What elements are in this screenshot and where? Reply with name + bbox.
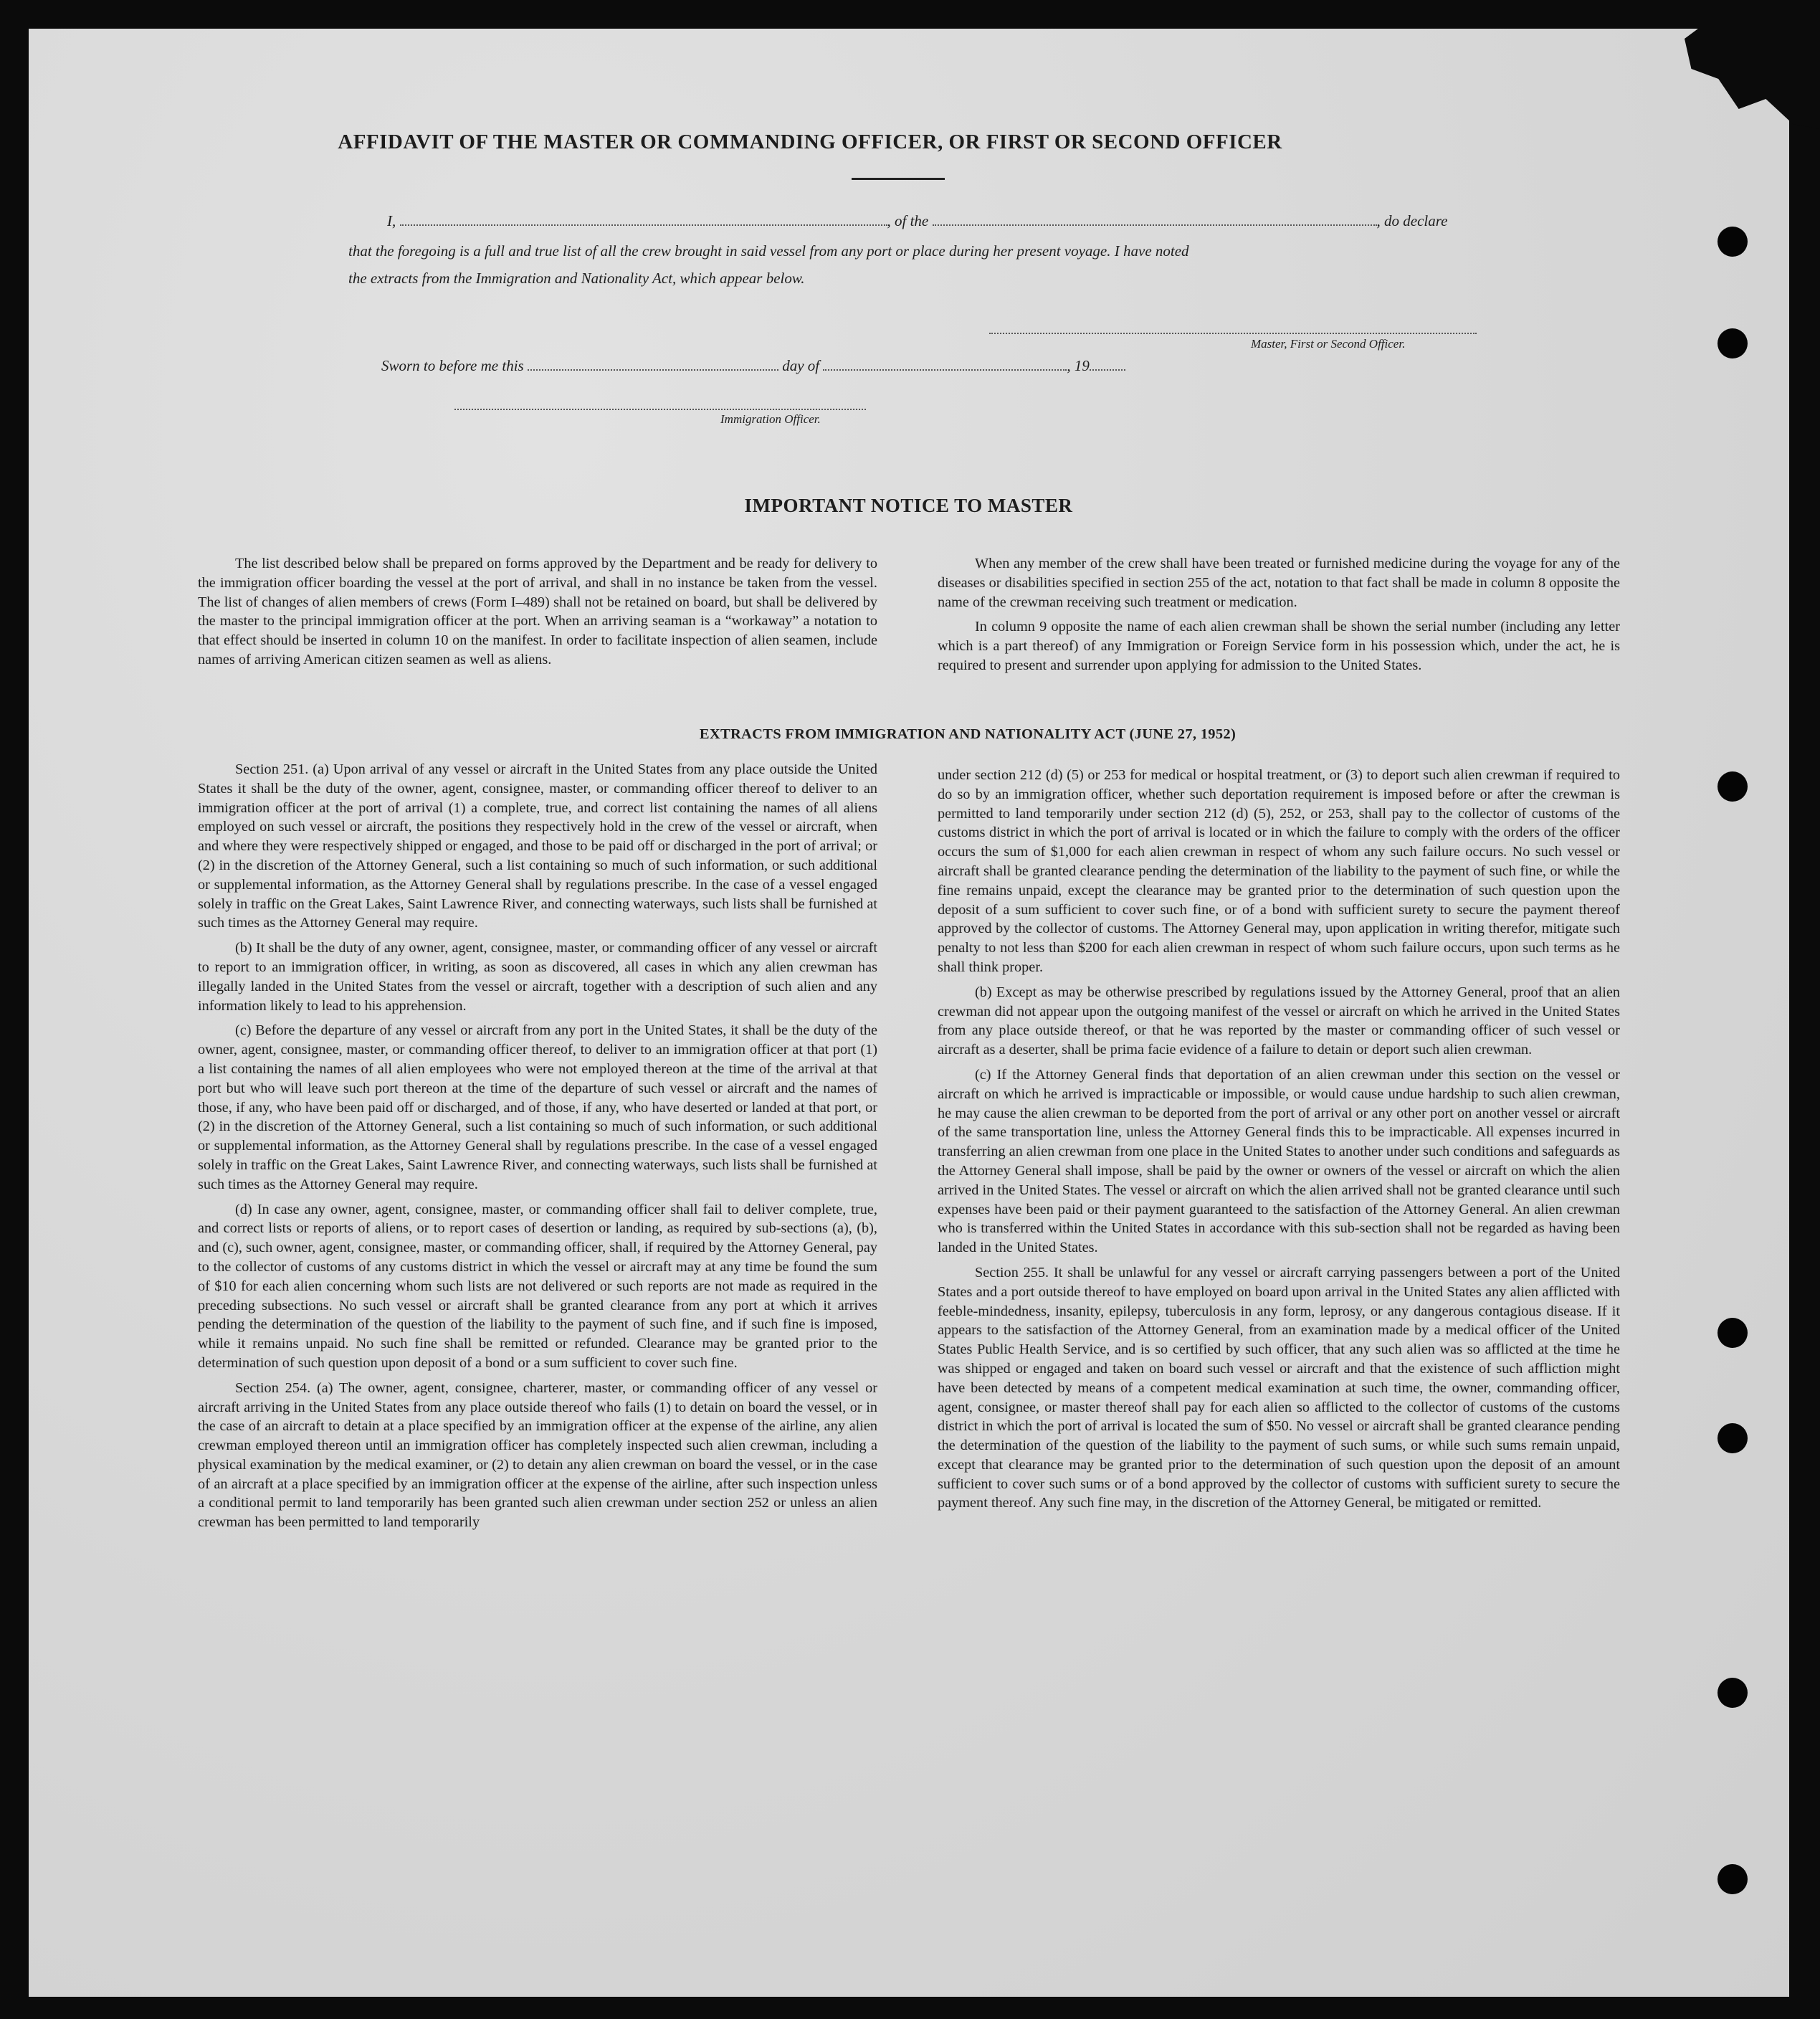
declaration-line-3: the extracts from the Immigration and Nationality Act, which appear below. xyxy=(348,270,805,287)
name-blank[interactable] xyxy=(400,214,887,226)
punch-hole xyxy=(1717,1678,1748,1708)
punch-hole xyxy=(1717,771,1748,802)
section-251c: (c) Before the departure of any vessel or aircraft from any port in the United States, it shall be the duty of the owner, agent, consignee, master, or commanding officer thereof, to deliver to an immigration officer at that port (1) a list containing the names of all alien employees who were not employed thereon at the time of the arrival at that port but who will leave such port thereon at the time of the departure of such vessel or aircraft and the names of those, if any, who have been paid off or discharged, and of those, if any, who have deserted or landed at that port, or (2) in the discretion of the Attorney General, such a list containing so much of such information, or such additional or supplemental information, as the Attorney General shall by regulations prescribe. In the case of a vessel engaged solely in traffic on the Great Lakes, Saint Lawrence River, and connecting waterways, such lists shall be furnished at such times as the Attorney General may require. xyxy=(198,1022,877,1192)
extracts-title: EXTRACTS FROM IMMIGRATION AND NATIONALITY ACT (JUNE 27, 1952) xyxy=(699,726,1237,742)
officer-label: Immigration Officer. xyxy=(720,412,821,426)
sworn-line xyxy=(381,357,1125,375)
section-254c: (c) If the Attorney General finds that deportation of an alien crewman under this section on the vessel or aircraft on which he arrived is impracticable or impossible, or would cause undue hardship to such alien crewman, he may cause the alien crewman to be deported from the port of arrival or any other port on another vessel or aircraft of the same transportation line, unless the Attorney General finds this to be impracticable. All expenses incurred in transferring an alien crewman from one place in the United States to another under such conditions and safeguards as the Attorney General shall impose, shall be paid by the owner or owners of the vessel or aircraft on which the alien arrived in the United States. The vessel or aircraft on which the alien arrived shall not be granted clearance until such expenses have been paid or their payment guaranteed to the satisfaction of the Attorney General. An alien crewman who is transferred within the United States in accordance with this sub-section shall not be regarded as having been landed in the United States. xyxy=(938,1066,1620,1256)
officer-signature-line[interactable] xyxy=(454,409,866,410)
declaration-line-2: that the foregoing is a full and true list of all the crew brought in said vessel from any port or place during her present voyage. I have noted xyxy=(348,242,1189,260)
section-251a: Section 251. (a) Upon arrival of any vessel or aircraft in the United States from any place outside the United States it shall be the duty of the owner, agent, consignee, master, or commanding officer thereof to deliver to an immigration officer at the port of arrival (1) a complete, true, and correct list containing the names of all aliens employed on such vessel or aircraft, the positions they respectively hold in the crew of the vessel or aircraft, when and where they were respectively shipped or engaged, and those to be paid off or discharged in the port of arrival; or (2) in the discretion of the Attorney General, such a list containing so much of such information, or such additional or supplemental information, as the Attorney General shall by regulations prescribe. In the case of a vessel engaged solely in traffic on the Great Lakes, Saint Lawrence River, and connecting waterways, such lists shall be furnished at such times as the Attorney General may require. xyxy=(198,761,877,931)
decl-of-the: , of the xyxy=(887,212,929,229)
declaration-line-1 xyxy=(387,212,1447,230)
title-underline xyxy=(852,178,945,180)
notice-title: IMPORTANT NOTICE TO MASTER xyxy=(744,495,1073,516)
notice-right-column xyxy=(938,554,1620,681)
punch-hole xyxy=(1717,328,1748,358)
day-of-text: day of xyxy=(782,357,820,374)
sworn-year-blank[interactable] xyxy=(1090,359,1125,371)
section-254a-continued: under section 212 (d) (5) or 253 for medical or hospital treatment, or (3) to deport such alien crewman if required to do so by an immigration officer, whether such deportation requirement is imposed before or after the crewman is permitted to land temporarily under section 212 (d) (5), 252, or 253, shall pay to the collector of customs of the customs district in which the port of arrival is located or in which the failure to comply with the orders of the officer occurs the sum of $1,000 for each alien crewman in respect of whom any such failure occurs. No such vessel or aircraft shall be granted clearance pending the determination of the liability to the payment of such fine, or while the fine remains unpaid, except the clearance may be granted prior to the determination of such question upon the deposit of a sum sufficient to cover such fine, or of a bond with sufficient surety to secure the payment thereof approved by the collector of customs. The Attorney General may, upon application in writing therefor, mitigate such penalty to not less than $200 for each alien crewman in respect of whom such failure occurs, upon such terms as he shall think proper. xyxy=(938,767,1620,975)
section-254b: (b) Except as may be otherwise prescribed by regulations issued by the Attorney General, proof that an alien crewman did not appear upon the outgoing manifest of the vessel or aircraft on which he arrived in the United States from any place outside thereof, or that he was reported by the master or commanding officer of such vessel or aircraft as a deserter, shall be prima facie evidence of a failure to detain or deport such alien crewman. xyxy=(938,984,1620,1058)
year-prefix: , 19 xyxy=(1067,357,1090,374)
punch-hole xyxy=(1717,227,1748,257)
extracts-left-column xyxy=(198,760,877,1538)
notice-right-paragraph-2: In column 9 opposite the name of each alien crewman shall be shown the serial number (including any letter which is a part thereof) of any Immigration or Foreign Service form in his possession which, under the act, he is required to present and surrender upon applying for admission to the United States. xyxy=(938,619,1620,673)
section-255: Section 255. It shall be unlawful for any vessel or aircraft carrying passengers between a port of the United States and a port outside thereof to have employed on board upon arrival in the United States any alien afflicted with feeble-mindedness, insanity, epilepsy, tuberculosis in any form, leprosy, or any dangerous contagious disease. If it appears to the satisfaction of the Attorney General, from an examination made by a medical officer of the United States Public Health Service, and is so certified by such officer, that any such alien was so afflicted at the time he was shipped or engaged and taken on board such vessel or aircraft and that the existence of such affliction might have been detected by means of a competent medical examination at such time, the owner, commanding officer, agent, consignee, or master thereof shall pay for each alien so afflicted to the collector of customs of the customs district in which the port of arrival is located the sum of $50. No vessel or aircraft shall be granted clearance pending the determination of the question of the liability to the payment of such sums, or while such sums remain unpaid, except that clearance may be granted prior to the determination of such question upon the deposit of an amount sufficient to cover such sums or of a bond approved by the collector of customs with sufficient surety to secure the payment thereof. Any such fine may, in the discretion of the Attorney General, be mitigated or remitted. xyxy=(938,1264,1620,1511)
section-254a: Section 254. (a) The owner, agent, consignee, charterer, master, or commanding officer of any vessel or aircraft arriving in the United States from any place outside thereof who fails (1) to detain on board the vessel, or in the case of an aircraft to detain at a place specified by an immigration officer at the expense of the airline, any alien crewman employed thereon until an immigration officer has completely inspected such alien crewman, including a physical examination by the medical examiner, or (2) to detain any alien crewman on board the vessel, or in the case of an aircraft at a place specified by an immigration officer at the expense of the airline, after such inspection unless a conditional permit to land temporarily has been granted such alien crewman under section 252 or unless an alien crewman has been permitted to land temporarily xyxy=(198,1379,877,1531)
section-251b: (b) It shall be the duty of any owner, agent, consignee, master, or commanding officer of any vessel or aircraft to report to an immigration officer, in writing, as soon as discovered, all cases in which any alien crewman has illegally landed in the United States from the vessel or aircraft, together with a description of such alien and any information likely to lead to his apprehension. xyxy=(198,940,877,1014)
sworn-month-blank[interactable] xyxy=(823,359,1067,371)
notice-right-paragraph-1: When any member of the crew shall have been treated or furnished medicine during the voyage for any of the diseases or disabilities specified in section 255 of the act, notation to that fact shall be made in column 8 opposite the name of the crewman receiving such treatment or medication. xyxy=(938,556,1620,610)
decl-do-declare: , do declare xyxy=(1376,212,1448,229)
master-signature-line[interactable] xyxy=(989,333,1477,334)
punch-hole xyxy=(1717,1423,1748,1453)
decl-i: I, xyxy=(387,212,396,229)
vessel-blank[interactable] xyxy=(933,214,1377,226)
punch-hole xyxy=(1717,1864,1748,1894)
notice-left-column xyxy=(198,554,877,675)
sworn-text: Sworn to before me this xyxy=(381,357,524,374)
affidavit-title: AFFIDAVIT OF THE MASTER OR COMMANDING OFFICER, OR FIRST OR SECOND OFFICER xyxy=(338,130,1282,153)
master-label: Master, First or Second Officer. xyxy=(1251,337,1406,351)
punch-hole xyxy=(1717,1318,1748,1348)
notice-left-paragraph: The list described below shall be prepared on forms approved by the Department and be ready for delivery to the immigration officer boarding the vessel at the port of arrival, and shall in no instance be taken from the vessel. The list of changes of alien members of crews (Form I–489) shall not be retained on board, but shall be delivered by the master to the principal immigration officer at the port. When an arriving seaman is a “workaway” a notation to that effect should be inserted in column 10 on the manifest. In order to facilitate inspection of alien seamen, include names of arriving American citizen seamen as well as aliens. xyxy=(198,556,877,668)
sworn-day-blank[interactable] xyxy=(528,359,778,371)
section-251d: (d) In case any owner, agent, consignee, master, or commanding officer shall fail to deliver complete, true, and correct lists or reports of aliens, or to report cases of desertion or landing, as required by sub-sections (a), (b), and (c), such owner, agent, consignee, master, or commanding officer, shall, if required by the Attorney General, pay to the collector of customs of any customs district in which the vessel or aircraft may at any time be found the sum of $10 for each alien concerning whom such lists are not delivered or such reports are not made as required in the preceding subsections. No such vessel or aircraft shall be granted clearance from any port at which it arrives pending the determination of the question of the liability to the payment of such fine, and if such fine is imposed, while it remains unpaid. No such fine shall be remitted or refunded. Clearance may be granted prior to the determination of such question upon deposit of a bond or a sum sufficient to cover such fine. xyxy=(198,1201,877,1371)
extracts-right-column xyxy=(938,766,1620,1519)
